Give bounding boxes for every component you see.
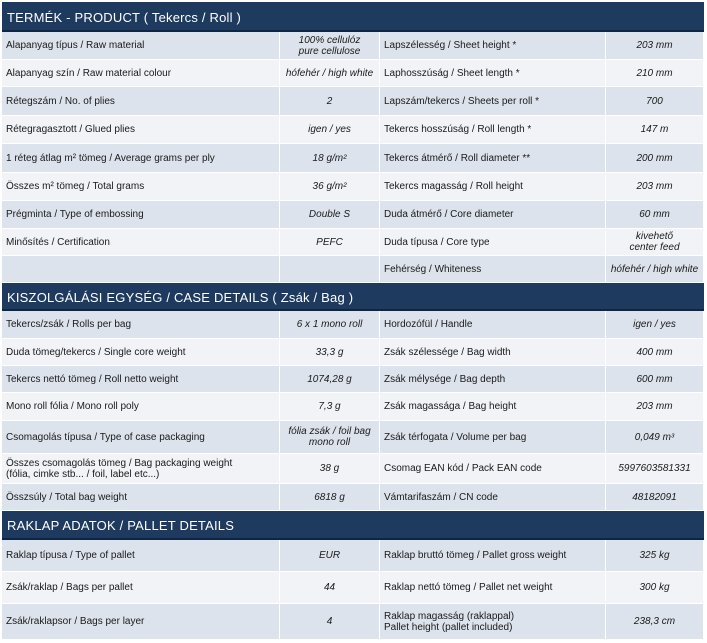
total-grams-label: Összes m² tömeg / Total grams xyxy=(2,173,280,201)
bag-width-value: 400 mm xyxy=(606,339,704,366)
table-row xyxy=(2,484,704,511)
handle-label: Hordozófül / Handle xyxy=(380,311,606,339)
certification-label: Minősítés / Certification xyxy=(2,229,280,256)
raw-material-colour-value: hófehér / high white xyxy=(280,60,380,87)
whiteness-label: Fehérség / Whiteness xyxy=(380,256,606,283)
glued-plies-value: igen / yes xyxy=(280,116,380,144)
table-row xyxy=(2,60,704,87)
core-type-label: Duda típusa / Core type xyxy=(380,229,606,256)
pack-ean-label: Csomag EAN kód / Pack EAN code xyxy=(380,454,606,484)
table-row xyxy=(2,366,704,393)
table-row xyxy=(2,144,704,173)
total-bag-weight-label: Összsúly / Total bag weight xyxy=(2,484,280,511)
table-row xyxy=(2,87,704,116)
case-packaging-type-label: Csomagolás típusa / Type of case packaging xyxy=(2,421,280,454)
empty-label xyxy=(2,256,280,283)
sheet-length-value: 210 mm xyxy=(606,60,704,87)
roll-netto-weight-label: Tekercs nettó tömeg / Roll netto weight xyxy=(2,366,280,393)
table-row xyxy=(2,393,704,421)
table-row xyxy=(2,173,704,201)
table-row xyxy=(2,454,704,484)
bag-packaging-weight-label: Összes csomagolás tömeg / Bag packaging weight (fólia, cimke stb... / foil, label etc...) xyxy=(2,454,280,484)
certification-value: PEFC xyxy=(280,229,380,256)
plies-value: 2 xyxy=(280,87,380,116)
embossing-label: Prégminta / Type of embossing xyxy=(2,201,280,229)
roll-height-value: 203 mm xyxy=(606,173,704,201)
table-row xyxy=(2,339,704,366)
empty-value xyxy=(280,256,380,283)
pallet-type-label: Raklap típusa / Type of pallet xyxy=(2,540,280,572)
raw-material-label: Alapanyag típus / Raw material xyxy=(2,32,280,60)
product-table xyxy=(2,32,704,283)
sheets-per-roll-value: 700 xyxy=(606,87,704,116)
case-table xyxy=(2,311,704,511)
case-section-title: KISZOLGÁLÁSI EGYSÉG / CASE DETAILS ( Zsák / Bag ) xyxy=(2,283,704,311)
pallet-height-label: Raklap magasság (raklappal) Pallet height (pallet included) xyxy=(380,604,606,640)
table-row xyxy=(2,572,704,604)
raw-material-colour-label: Alapanyag szín / Raw material colour xyxy=(2,60,280,87)
roll-netto-weight-value: 1074,28 g xyxy=(280,366,380,393)
bags-per-pallet-label: Zsák/raklap / Bags per pallet xyxy=(2,572,280,604)
bag-width-label: Zsák szélessége / Bag width xyxy=(380,339,606,366)
pallet-height-value: 238,3 cm xyxy=(606,604,704,640)
sheets-per-roll-label: Lapszám/tekercs / Sheets per roll * xyxy=(380,87,606,116)
product-section-title: TERMÉK - PRODUCT ( Tekercs / Roll ) xyxy=(2,2,704,32)
roll-diameter-value: 200 mm xyxy=(606,144,704,173)
pallet-type-value: EUR xyxy=(280,540,380,572)
case-packaging-type-value: fólia zsák / foil bag mono roll xyxy=(280,421,380,454)
handle-value: igen / yes xyxy=(606,311,704,339)
roll-length-label: Tekercs hosszúság / Roll length * xyxy=(380,116,606,144)
total-bag-weight-value: 6818 g xyxy=(280,484,380,511)
bag-volume-label: Zsák térfogata / Volume per bag xyxy=(380,421,606,454)
whiteness-value: hófehér / high white xyxy=(606,256,704,283)
cn-code-value: 48182091 xyxy=(606,484,704,511)
raw-material-value: 100% cellulóz pure cellulose xyxy=(280,32,380,60)
pallet-net-weight-label: Raklap nettó tömeg / Pallet net weight xyxy=(380,572,606,604)
table-row xyxy=(2,256,704,283)
sheet-height-label: Lapszélesség / Sheet height * xyxy=(380,32,606,60)
pallet-net-weight-value: 300 kg xyxy=(606,572,704,604)
pallet-table xyxy=(2,540,704,640)
grams-per-ply-value: 18 g/m² xyxy=(280,144,380,173)
core-weight-label: Duda tömeg/tekercs / Single core weight xyxy=(2,339,280,366)
table-row xyxy=(2,229,704,256)
glued-plies-label: Rétegragasztott / Glued plies xyxy=(2,116,280,144)
table-row xyxy=(2,421,704,454)
mono-roll-poly-label: Mono roll fólia / Mono roll poly xyxy=(2,393,280,421)
sheet-length-label: Laphosszúság / Sheet length * xyxy=(380,60,606,87)
table-row xyxy=(2,32,704,60)
core-diameter-value: 60 mm xyxy=(606,201,704,229)
bags-per-pallet-value: 44 xyxy=(280,572,380,604)
core-type-value: kivehető center feed xyxy=(606,229,704,256)
table-row xyxy=(2,201,704,229)
rolls-per-bag-label: Tekercs/zsák / Rolls per bag xyxy=(2,311,280,339)
pack-ean-value: 5997603581331 xyxy=(606,454,704,484)
sheet-height-value: 203 mm xyxy=(606,32,704,60)
bag-height-label: Zsák magassága / Bag height xyxy=(380,393,606,421)
bag-height-value: 203 mm xyxy=(606,393,704,421)
total-grams-value: 36 g/m² xyxy=(280,173,380,201)
table-row xyxy=(2,604,704,640)
bag-volume-value: 0,049 m³ xyxy=(606,421,704,454)
core-diameter-label: Duda átmérő / Core diameter xyxy=(380,201,606,229)
roll-length-value: 147 m xyxy=(606,116,704,144)
bag-depth-label: Zsák mélysége / Bag depth xyxy=(380,366,606,393)
table-row xyxy=(2,116,704,144)
table-row xyxy=(2,540,704,572)
bags-per-layer-value: 4 xyxy=(280,604,380,640)
pallet-gross-weight-value: 325 kg xyxy=(606,540,704,572)
bag-depth-value: 600 mm xyxy=(606,366,704,393)
cn-code-label: Vámtarifaszám / CN code xyxy=(380,484,606,511)
core-weight-value: 33,3 g xyxy=(280,339,380,366)
mono-roll-poly-value: 7,3 g xyxy=(280,393,380,421)
table-row xyxy=(2,311,704,339)
pallet-gross-weight-label: Raklap bruttó tömeg / Pallet gross weight xyxy=(380,540,606,572)
embossing-value: Double S xyxy=(280,201,380,229)
bag-packaging-weight-value: 38 g xyxy=(280,454,380,484)
plies-label: Rétegszám / No. of plies xyxy=(2,87,280,116)
bags-per-layer-label: Zsák/raklapsor / Bags per layer xyxy=(2,604,280,640)
pallet-section-title: RAKLAP ADATOK / PALLET DETAILS xyxy=(2,511,704,540)
grams-per-ply-label: 1 réteg átlag m² tömeg / Average grams per ply xyxy=(2,144,280,173)
rolls-per-bag-value: 6 x 1 mono roll xyxy=(280,311,380,339)
roll-height-label: Tekercs magasság / Roll height xyxy=(380,173,606,201)
roll-diameter-label: Tekercs átmérő / Roll diameter ** xyxy=(380,144,606,173)
